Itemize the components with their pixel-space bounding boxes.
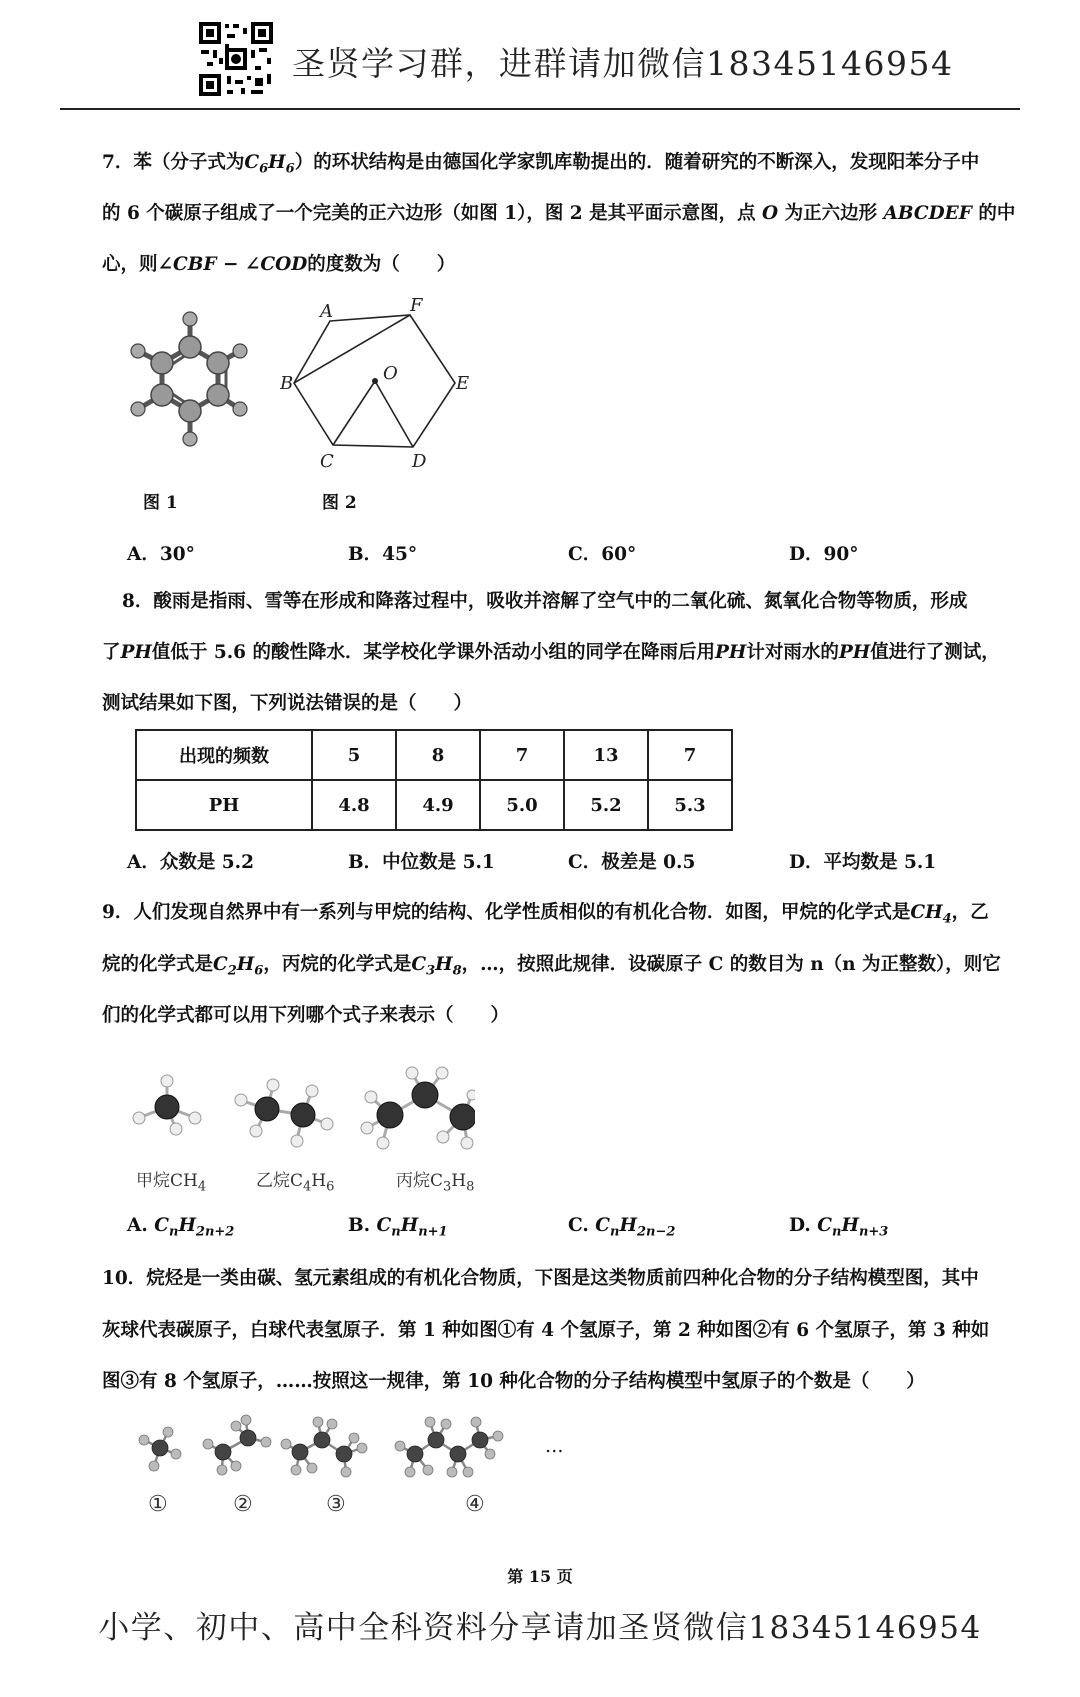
q9-line2: 烷的化学式是$C_2H_6$，丙烷的化学式是$C_3H_8$，…，按照此规律．设碳原子 C 的数目为 n（n 为正整数），则它 <box>102 954 1001 979</box>
fig1-caption: 图 1 <box>143 493 178 513</box>
q7-line1: 7．苯（分子式为$C_6H_6$）的环状结构是由德国化学家凯库勒提出的．随着研究的不断深入，发现阳苯分子中 <box>102 152 980 177</box>
hex-label-b: B <box>280 373 294 394</box>
q9-option-d: D. $C_nH_{n+3}$ <box>789 1215 889 1240</box>
q10-line3: 图③有 8 个氢原子，……按照这一规律，第 10 种化合物的分子结构模型中氢原子的个数是（ ） <box>102 1371 925 1392</box>
hex-label-f: F <box>410 295 423 316</box>
table-header-cell: 出现的频数 <box>136 730 312 780</box>
q10-line1: 10．烷烃是一类由碳、氢元素组成的有机化合物质，下图是这类物质前四种化合物的分子结构模型图，其中 <box>102 1268 979 1289</box>
q7-option-b: B．45° <box>348 544 418 565</box>
page-number: 第 15 页 <box>507 1567 573 1586</box>
q9-line1: 9．人们发现自然界中有一系列与甲烷的结构、化学性质相似的有机化合物．如图，甲烷的化学式是$CH_4$，乙 <box>102 902 989 927</box>
propane-label: 丙烷$C_3H_8$ <box>396 1171 475 1195</box>
q7-option-a: A．30° <box>127 544 195 565</box>
q8-line3: 测试结果如下图，下列说法错误的是（ ） <box>102 693 473 714</box>
hex-label-a: A <box>320 301 333 322</box>
qr-code-icon <box>197 20 275 98</box>
q7-option-c: C．60° <box>568 544 637 565</box>
circled-4: ④ <box>465 1492 485 1517</box>
header-divider <box>60 108 1020 110</box>
series-ellipsis: … <box>545 1436 564 1457</box>
table-cell: 5.2 <box>564 780 648 830</box>
q10-line2: 灰球代表碳原子，白球代表氢原子．第 1 种如图①有 4 个氢原子，第 2 种如图②有 6 个氢原子，第 3 种如 <box>102 1320 990 1341</box>
hex-label-o: O <box>383 363 398 384</box>
header-text: 圣贤学习群，进群请加微信18345146954 <box>292 44 954 83</box>
circled-3: ③ <box>326 1492 346 1517</box>
circled-2: ② <box>233 1492 253 1517</box>
q9-option-c: C. $C_nH_{2n-2}$ <box>568 1215 676 1240</box>
circled-1: ① <box>148 1492 168 1517</box>
table-row <box>136 780 732 830</box>
q7-option-d: D．90° <box>789 544 859 565</box>
table-header-cell: PH <box>136 780 312 830</box>
methane-label: 甲烷$CH_4$ <box>136 1171 207 1195</box>
q8-option-d: D．平均数是 5.1 <box>789 852 937 873</box>
table-cell: 5.0 <box>480 780 564 830</box>
alkane-series-figure <box>130 1410 550 1490</box>
q9-option-a: A. $C_nH_{2n+2}$ <box>127 1215 235 1240</box>
hex-label-d: D <box>412 451 427 472</box>
q8-option-a: A．众数是 5.2 <box>127 852 254 873</box>
q8-line2: 了PH值低于 5.6 的酸性降水．某学校化学课外活动小组的同学在降雨后用PH计对雨水的PH值进行了测试， <box>102 642 1000 663</box>
alkane-molecules-figure <box>125 1065 475 1165</box>
q8-option-b: B．中位数是 5.1 <box>348 852 495 873</box>
ethane-label: 乙烷$C_4H_6$ <box>256 1171 335 1195</box>
q7-line3: 心，则∠CBF − ∠COD的度数为（ ） <box>102 254 456 275</box>
hex-label-c: C <box>320 451 334 472</box>
footer-text: 小学、初中、高中全科资料分享请加圣贤微信18345146954 <box>98 1610 982 1646</box>
q9-option-b: B. $C_nH_{n+1}$ <box>348 1215 448 1240</box>
q8-option-c: C．极差是 0.5 <box>568 852 696 873</box>
table-cell: 4.9 <box>396 780 480 830</box>
table-cell: 7 <box>480 730 564 780</box>
table-cell: 8 <box>396 730 480 780</box>
table-row <box>136 730 732 780</box>
ph-frequency-table <box>135 729 733 831</box>
hexagon-diagram <box>280 295 470 475</box>
table-cell: 5.3 <box>648 780 732 830</box>
table-cell: 4.8 <box>312 780 396 830</box>
table-cell: 13 <box>564 730 648 780</box>
q7-line2: 的 6 个碳原子组成了一个完美的正六边形（如图 1），图 2 是其平面示意图，点 O 为正六边形 ABCDEF 的中 <box>102 203 1016 224</box>
benzene-model-figure <box>122 305 262 455</box>
hex-label-e: E <box>456 373 470 394</box>
fig2-caption: 图 2 <box>322 493 357 513</box>
table-cell: 7 <box>648 730 732 780</box>
q9-line3: 们的化学式都可以用下列哪个式子来表示（ ） <box>102 1005 510 1026</box>
q8-line1: 8．酸雨是指雨、雪等在形成和降落过程中，吸收并溶解了空气中的二氧化硫、氮氧化合物等物质，形成 <box>122 591 968 612</box>
table-cell: 5 <box>312 730 396 780</box>
